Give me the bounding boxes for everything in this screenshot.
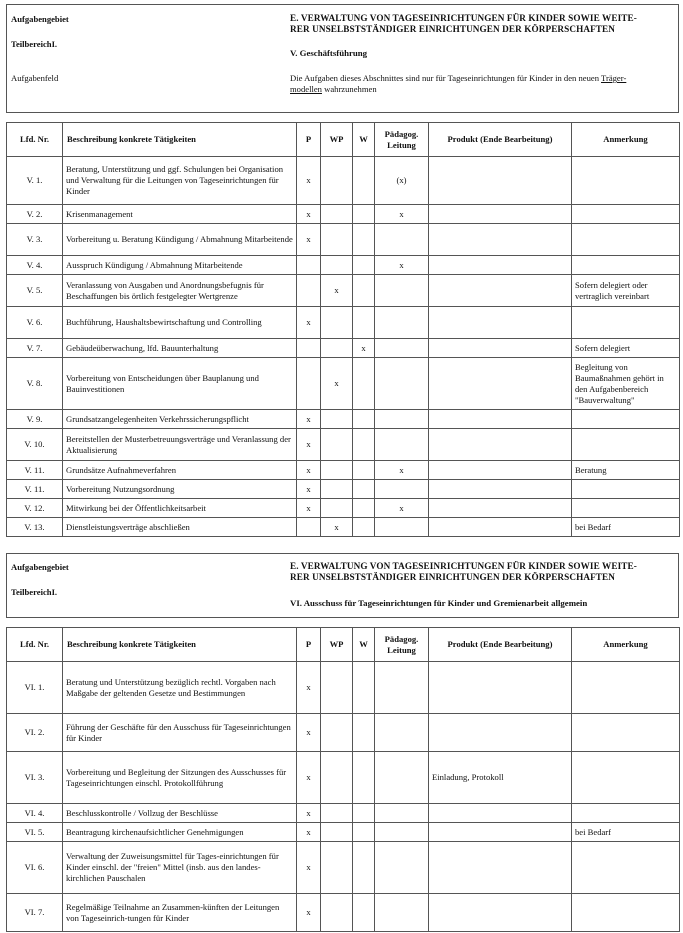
row-w <box>353 410 375 429</box>
col-beschreibung: Beschreibung konkrete Tätigkeiten <box>63 123 297 157</box>
row-p <box>297 339 321 358</box>
section-title: E. VERWALTUNG VON TAGESEINRICHTUNGEN FÜR KINDER SOWIE WEITE- RER UNSELBSTSTÄNDIGER EINRICHTUNGEN DER KÖRPERSCHAFTEN <box>290 13 637 34</box>
row-description: Grundsatzangelegenheiten Verkehrssicherungspflicht <box>63 410 297 429</box>
row-p <box>297 256 321 275</box>
row-anmerkung <box>572 205 680 224</box>
row-number: VI. 4. <box>7 804 63 823</box>
row-p <box>297 518 321 537</box>
table-row <box>7 339 680 358</box>
row-produkt <box>429 518 572 537</box>
row-p: x <box>297 714 321 752</box>
row-number: VI. 2. <box>7 714 63 752</box>
row-number: V. 5. <box>7 275 63 307</box>
row-p: x <box>297 480 321 499</box>
row-paedagog-leitung <box>375 307 429 339</box>
row-wp <box>321 752 353 804</box>
row-paedagog-leitung <box>375 823 429 842</box>
section-title: E. VERWALTUNG VON TAGESEINRICHTUNGEN FÜR KINDER SOWIE WEITE- RER UNSELBSTSTÄNDIGER EINRICHTUNGEN DER KÖRPERSCHAFTEN <box>290 561 637 582</box>
row-description: Vorbereitung von Entscheidungen über Bauplanung und Bauinvestitionen <box>63 358 297 410</box>
table-row <box>7 752 680 804</box>
row-wp: x <box>321 358 353 410</box>
row-paedagog-leitung: x <box>375 499 429 518</box>
row-paedagog-leitung <box>375 894 429 932</box>
col-anmerkung: Anmerkung <box>572 628 680 662</box>
row-description: Beantragung kirchenaufsichtlicher Genehmigungen <box>63 823 297 842</box>
section-header <box>6 4 679 113</box>
row-p: x <box>297 662 321 714</box>
row-w <box>353 714 375 752</box>
row-paedagog-leitung <box>375 804 429 823</box>
row-anmerkung <box>572 224 680 256</box>
table-row <box>7 358 680 410</box>
row-number: V. 10. <box>7 429 63 461</box>
row-anmerkung <box>572 662 680 714</box>
row-paedagog-leitung: (x) <box>375 157 429 205</box>
col-produkt: Produkt (Ende Bearbeitung) <box>429 123 572 157</box>
row-w <box>353 256 375 275</box>
row-w: x <box>353 339 375 358</box>
teilbereich-label: TeilbereichI. <box>11 39 58 49</box>
table-row <box>7 256 680 275</box>
row-wp <box>321 224 353 256</box>
row-number: VI. 3. <box>7 752 63 804</box>
row-description: Verwaltung der Zuweisungsmittel für Tages-einrichtungen für Kinder einschl. der "freien" Mittel (insb. aus den landes- kirchlichen Pauschalen <box>63 842 297 894</box>
row-description: Beschlusskontrolle / Vollzug der Beschlüsse <box>63 804 297 823</box>
row-anmerkung: Sofern delegiert <box>572 339 680 358</box>
section-subtitle: V. Geschäftsführung <box>290 48 368 58</box>
table-row <box>7 518 680 537</box>
row-p: x <box>297 429 321 461</box>
row-number: VI. 5. <box>7 823 63 842</box>
row-description: Beratung und Unterstützung bezüglich rechtl. Vorgaben nach Maßgabe der geltenden Gesetze und Bestimmungen <box>63 662 297 714</box>
table-row <box>7 410 680 429</box>
row-number: VI. 6. <box>7 842 63 894</box>
row-number: V. 11. <box>7 461 63 480</box>
row-w <box>353 358 375 410</box>
row-description: Vorbereitung Nutzungsordnung <box>63 480 297 499</box>
col-wp: WP <box>321 123 353 157</box>
row-description: Gebäudeüberwachung, lfd. Bauunterhaltung <box>63 339 297 358</box>
row-w <box>353 461 375 480</box>
col-anmerkung: Anmerkung <box>572 123 680 157</box>
row-produkt <box>429 256 572 275</box>
row-paedagog-leitung <box>375 410 429 429</box>
table-row <box>7 224 680 256</box>
row-produkt <box>429 480 572 499</box>
row-number: V. 4. <box>7 256 63 275</box>
row-wp <box>321 410 353 429</box>
row-paedagog-leitung <box>375 714 429 752</box>
row-paedagog-leitung <box>375 480 429 499</box>
row-wp <box>321 429 353 461</box>
row-anmerkung <box>572 714 680 752</box>
row-p: x <box>297 804 321 823</box>
row-paedagog-leitung <box>375 752 429 804</box>
row-number: V. 7. <box>7 339 63 358</box>
row-produkt: Einladung, Protokoll <box>429 752 572 804</box>
row-description: Dienstleistungsverträge abschließen <box>63 518 297 537</box>
row-paedagog-leitung <box>375 339 429 358</box>
row-number: V. 12. <box>7 499 63 518</box>
row-description: Regelmäßige Teilnahme an Zusammen-künften der Leitungen von Tageseinrich-tungen für Kinder <box>63 894 297 932</box>
row-paedagog-leitung <box>375 518 429 537</box>
row-p <box>297 275 321 307</box>
row-description: Ausspruch Kündigung / Abmahnung Mitarbeitende <box>63 256 297 275</box>
aufgabenfeld-label: Aufgabenfeld <box>11 73 59 83</box>
row-w <box>353 518 375 537</box>
row-produkt <box>429 358 572 410</box>
row-p: x <box>297 461 321 480</box>
row-anmerkung: bei Bedarf <box>572 823 680 842</box>
row-wp <box>321 307 353 339</box>
row-number: V. 13. <box>7 518 63 537</box>
row-produkt <box>429 842 572 894</box>
col-beschreibung: Beschreibung konkrete Tätigkeiten <box>63 628 297 662</box>
table-row <box>7 714 680 752</box>
row-number: V. 8. <box>7 358 63 410</box>
row-paedagog-leitung: x <box>375 256 429 275</box>
row-wp <box>321 461 353 480</box>
section-v <box>6 4 679 537</box>
row-produkt <box>429 275 572 307</box>
col-p: P <box>297 628 321 662</box>
row-produkt <box>429 804 572 823</box>
row-description: Beratung, Unterstützung und ggf. Schulungen bei Organisation und Verwaltung für die Leitungen von Tageseinrichtungen für Kinder <box>63 157 297 205</box>
row-w <box>353 823 375 842</box>
row-anmerkung <box>572 410 680 429</box>
row-description: Bereitstellen der Musterbetreuungsverträge und Veranlassung der Aktualisierung <box>63 429 297 461</box>
table-row <box>7 480 680 499</box>
row-w <box>353 429 375 461</box>
row-p <box>297 358 321 410</box>
row-produkt <box>429 410 572 429</box>
row-anmerkung <box>572 480 680 499</box>
row-description: Grundsätze Aufnahmeverfahren <box>63 461 297 480</box>
row-p: x <box>297 752 321 804</box>
row-w <box>353 662 375 714</box>
row-number: V. 2. <box>7 205 63 224</box>
row-number: V. 11. <box>7 480 63 499</box>
table-row <box>7 429 680 461</box>
row-anmerkung <box>572 894 680 932</box>
col-paedagog-leitung: Pädagog. Leitung <box>375 123 429 157</box>
row-produkt <box>429 157 572 205</box>
row-description: Vorbereitung u. Beratung Kündigung / Abmahnung Mitarbeitende <box>63 224 297 256</box>
row-w <box>353 205 375 224</box>
row-wp <box>321 157 353 205</box>
row-number: VI. 1. <box>7 662 63 714</box>
row-produkt <box>429 339 572 358</box>
row-w <box>353 842 375 894</box>
row-wp <box>321 205 353 224</box>
row-w <box>353 157 375 205</box>
row-anmerkung: Beratung <box>572 461 680 480</box>
col-p: P <box>297 123 321 157</box>
row-wp: x <box>321 518 353 537</box>
row-wp <box>321 842 353 894</box>
row-produkt <box>429 461 572 480</box>
row-anmerkung <box>572 157 680 205</box>
row-anmerkung <box>572 842 680 894</box>
row-produkt <box>429 662 572 714</box>
row-paedagog-leitung <box>375 662 429 714</box>
table-row <box>7 662 680 714</box>
row-w <box>353 752 375 804</box>
section-header <box>6 553 679 618</box>
row-p: x <box>297 894 321 932</box>
row-produkt <box>429 205 572 224</box>
row-w <box>353 804 375 823</box>
row-produkt <box>429 894 572 932</box>
row-description: Krisenmanagement <box>63 205 297 224</box>
task-table <box>6 122 680 537</box>
aufgabengebiet-label: Aufgabengebiet <box>11 14 69 24</box>
row-produkt <box>429 499 572 518</box>
row-p: x <box>297 157 321 205</box>
section-note: Die Aufgaben dieses Abschnittes sind nur für Tageseinrichtungen für Kinder in den neuen Träger- modellen wahrzunehmen <box>290 73 627 94</box>
row-wp <box>321 499 353 518</box>
table-row <box>7 894 680 932</box>
row-wp <box>321 823 353 842</box>
row-p: x <box>297 823 321 842</box>
row-number: V. 6. <box>7 307 63 339</box>
row-paedagog-leitung <box>375 358 429 410</box>
row-paedagog-leitung <box>375 224 429 256</box>
row-p: x <box>297 499 321 518</box>
row-paedagog-leitung: x <box>375 461 429 480</box>
row-w <box>353 307 375 339</box>
row-p: x <box>297 842 321 894</box>
row-p: x <box>297 307 321 339</box>
row-w <box>353 499 375 518</box>
row-wp: x <box>321 275 353 307</box>
col-produkt: Produkt (Ende Bearbeitung) <box>429 628 572 662</box>
row-p: x <box>297 205 321 224</box>
row-description: Veranlassung von Ausgaben und Anordnungsbefugnis für Beschaffungen bis örtlich festgelegter Wertgrenze <box>63 275 297 307</box>
row-produkt <box>429 714 572 752</box>
table-row <box>7 842 680 894</box>
row-produkt <box>429 823 572 842</box>
row-w <box>353 894 375 932</box>
table-row <box>7 499 680 518</box>
table-row <box>7 307 680 339</box>
row-anmerkung <box>572 307 680 339</box>
row-anmerkung: Sofern delegiert oder vertraglich vereinbart <box>572 275 680 307</box>
teilbereich-label: TeilbereichI. <box>11 587 58 597</box>
row-p: x <box>297 224 321 256</box>
row-number: V. 3. <box>7 224 63 256</box>
table-row <box>7 157 680 205</box>
row-wp <box>321 714 353 752</box>
row-wp <box>321 894 353 932</box>
row-wp <box>321 480 353 499</box>
col-w: W <box>353 123 375 157</box>
col-lfd-nr: Lfd. Nr. <box>7 628 63 662</box>
row-anmerkung: bei Bedarf <box>572 518 680 537</box>
table-row <box>7 461 680 480</box>
row-produkt <box>429 224 572 256</box>
row-w <box>353 275 375 307</box>
col-lfd-nr: Lfd. Nr. <box>7 123 63 157</box>
row-wp <box>321 804 353 823</box>
section-vi <box>6 553 679 932</box>
table-row <box>7 804 680 823</box>
col-wp: WP <box>321 628 353 662</box>
row-paedagog-leitung <box>375 429 429 461</box>
row-description: Buchführung, Haushaltsbewirtschaftung und Controlling <box>63 307 297 339</box>
row-paedagog-leitung <box>375 842 429 894</box>
task-table <box>6 627 680 932</box>
section-subtitle: VI. Ausschuss für Tageseinrichtungen für Kinder und Gremienarbeit allgemein <box>290 598 588 608</box>
row-anmerkung: Begleitung von Baumaßnahmen gehört in den Aufgabenbereich "Bauverwaltung" <box>572 358 680 410</box>
row-anmerkung <box>572 499 680 518</box>
table-row <box>7 823 680 842</box>
row-description: Mitwirkung bei der Öffentlichkeitsarbeit <box>63 499 297 518</box>
row-number: VI. 7. <box>7 894 63 932</box>
table-row <box>7 275 680 307</box>
table-header <box>7 123 680 157</box>
col-w: W <box>353 628 375 662</box>
aufgabengebiet-label: Aufgabengebiet <box>11 562 69 572</box>
row-anmerkung <box>572 804 680 823</box>
row-w <box>353 224 375 256</box>
row-p: x <box>297 410 321 429</box>
table-row <box>7 205 680 224</box>
table-header <box>7 628 680 662</box>
row-paedagog-leitung: x <box>375 205 429 224</box>
row-w <box>353 480 375 499</box>
row-paedagog-leitung <box>375 275 429 307</box>
row-number: V. 9. <box>7 410 63 429</box>
row-produkt <box>429 307 572 339</box>
row-wp <box>321 256 353 275</box>
row-anmerkung <box>572 429 680 461</box>
row-wp <box>321 662 353 714</box>
row-description: Vorbereitung und Begleitung der Sitzungen des Ausschusses für Tageseinrichtungen einschl. Protokollführung <box>63 752 297 804</box>
row-description: Führung der Geschäfte für den Ausschuss für Tageseinrichtungen für Kinder <box>63 714 297 752</box>
col-paedagog-leitung: Pädagog. Leitung <box>375 628 429 662</box>
row-number: V. 1. <box>7 157 63 205</box>
row-produkt <box>429 429 572 461</box>
row-anmerkung <box>572 752 680 804</box>
row-anmerkung <box>572 256 680 275</box>
row-wp <box>321 339 353 358</box>
